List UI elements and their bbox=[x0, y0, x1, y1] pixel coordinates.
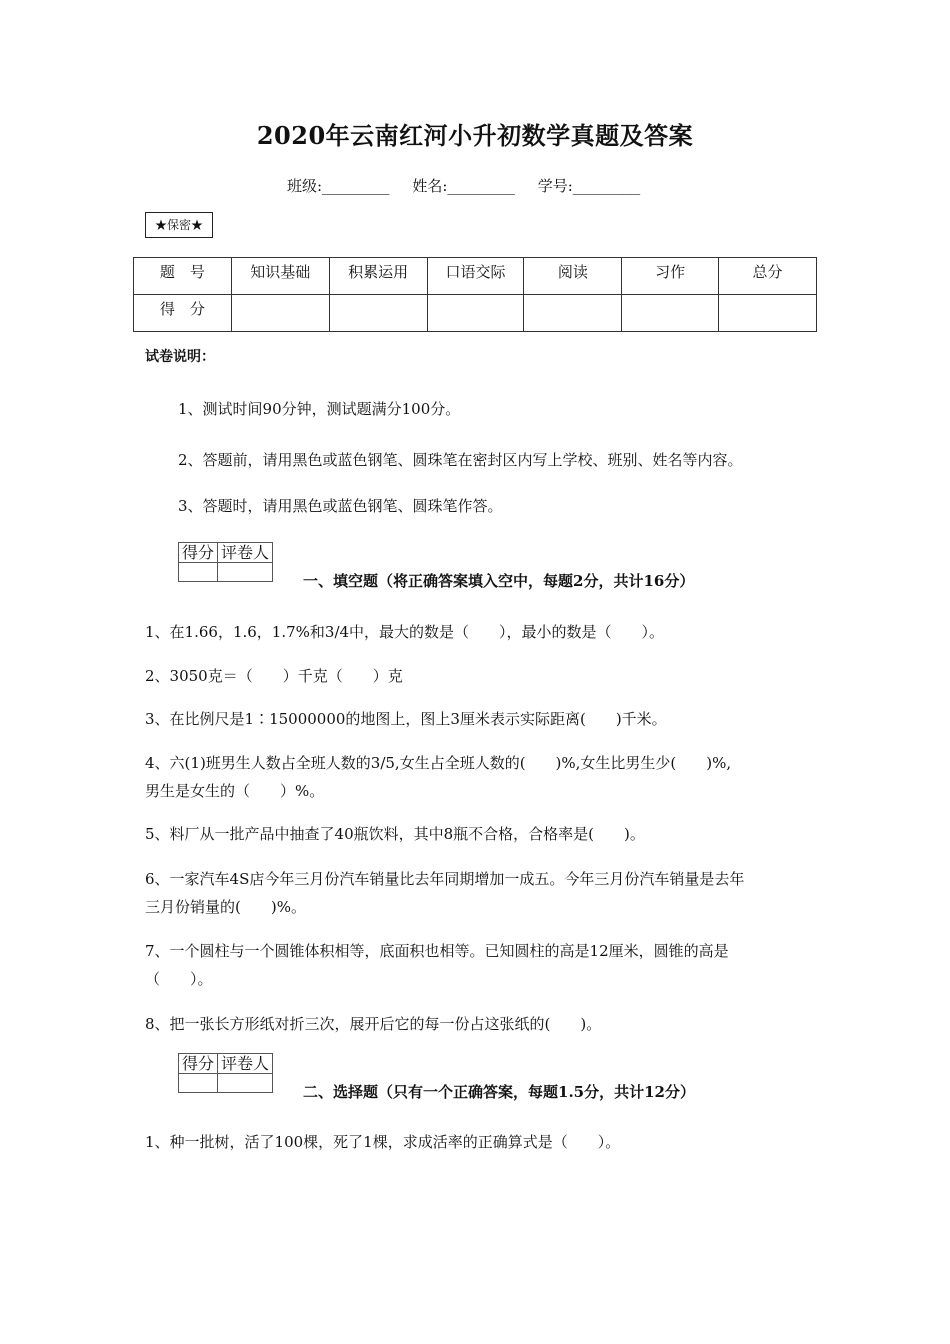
question-line: 三月份销量的( )%。 bbox=[145, 898, 306, 916]
grader-box-grader-cell[interactable] bbox=[218, 563, 273, 582]
question-line: 4、六(1)班男生人数占全班人数的3/5,女生占全班人数的( )%,女生比男生少( )%, bbox=[145, 754, 732, 772]
question-line: 7、一个圆柱与一个圆锥体积相等，底面积也相等。已知圆柱的高是12厘米，圆锥的高是 bbox=[145, 942, 729, 960]
grader-box bbox=[178, 542, 273, 582]
score-table-score-row bbox=[134, 295, 817, 332]
grader-box-score-label: 得分 bbox=[179, 543, 218, 563]
instruction-item: 1、测试时间90分钟，测试题满分100分。 bbox=[178, 400, 461, 418]
page-title: 2020年云南红河小升初数学真题及答案 bbox=[256, 121, 694, 150]
score-row-label: 得 分 bbox=[134, 295, 232, 332]
score-table-header-cell: 积累运用 bbox=[329, 258, 427, 295]
instruction-item: 3、答题时，请用黑色或蓝色钢笔、圆珠笔作答。 bbox=[178, 497, 503, 515]
score-table-header-cell: 阅读 bbox=[524, 258, 622, 295]
question-line: 3、在比例尺是1∶15000000的地图上，图上3厘米表示实际距离( )千米。 bbox=[145, 710, 667, 728]
score-table-header-cell: 题 号 bbox=[134, 258, 232, 295]
question-line: 1、在1.66，1.6，1.7%和3/4中，最大的数是（ ），最小的数是（ ）。 bbox=[145, 623, 665, 641]
grader-box-score-cell[interactable] bbox=[179, 1074, 218, 1093]
question-line: 2、3050克＝（ ）千克（ ）克 bbox=[145, 667, 403, 685]
question-line: 8、把一张长方形纸对折三次，展开后它的每一份占这张纸的( )。 bbox=[145, 1015, 602, 1033]
grader-box-score-label: 得分 bbox=[179, 1054, 218, 1074]
question-line: 男生是女生的（ ）%。 bbox=[145, 782, 325, 800]
score-table-header-row bbox=[134, 258, 817, 295]
score-table-header-cell: 总分 bbox=[719, 258, 817, 295]
instruction-item: 2、答题前，请用黑色或蓝色钢笔、圆珠笔在密封区内写上学校、班别、姓名等内容。 bbox=[178, 451, 743, 469]
score-table-header-cell: 知识基础 bbox=[231, 258, 329, 295]
question-line: 1、种一批树，活了100棵，死了1棵，求成活率的正确算式是（ ）。 bbox=[145, 1133, 621, 1151]
score-table bbox=[133, 257, 817, 332]
score-entry-cell[interactable] bbox=[622, 295, 719, 332]
score-entry-cell[interactable] bbox=[719, 295, 817, 332]
confidential-badge: ★保密★ bbox=[145, 212, 213, 238]
score-table-header-cell: 习作 bbox=[622, 258, 719, 295]
score-table-header-cell: 口语交际 bbox=[427, 258, 524, 295]
question-line: 5、料厂从一批产品中抽查了40瓶饮料，其中8瓶不合格，合格率是( )。 bbox=[145, 825, 645, 843]
class-field-label: 班级:_________ bbox=[287, 177, 390, 195]
score-entry-cell[interactable] bbox=[427, 295, 524, 332]
grader-box-grader-cell[interactable] bbox=[218, 1074, 273, 1093]
score-entry-cell[interactable] bbox=[329, 295, 427, 332]
grader-box bbox=[178, 1053, 273, 1093]
section-title: 二、选择题（只有一个正确答案，每题1.5分，共计12分） bbox=[303, 1083, 695, 1101]
grader-box-score-cell[interactable] bbox=[179, 563, 218, 582]
student-info-line bbox=[287, 175, 640, 196]
grader-box-grader-label: 评卷人 bbox=[218, 543, 273, 563]
question-line: 6、一家汽车4S店今年三月份汽车销量比去年同期增加一成五。今年三月份汽车销量是去年 bbox=[145, 870, 745, 888]
section-title: 一、填空题（将正确答案填入空中，每题2分，共计16分） bbox=[303, 572, 695, 590]
question-line: （ ）。 bbox=[145, 970, 213, 988]
name-field-label: 姓名:_________ bbox=[412, 177, 515, 195]
score-entry-cell[interactable] bbox=[231, 295, 329, 332]
instructions-heading: 试卷说明： bbox=[145, 349, 215, 365]
grader-box-grader-label: 评卷人 bbox=[218, 1054, 273, 1074]
score-entry-cell[interactable] bbox=[524, 295, 622, 332]
student-id-field-label: 学号:_________ bbox=[537, 177, 641, 195]
